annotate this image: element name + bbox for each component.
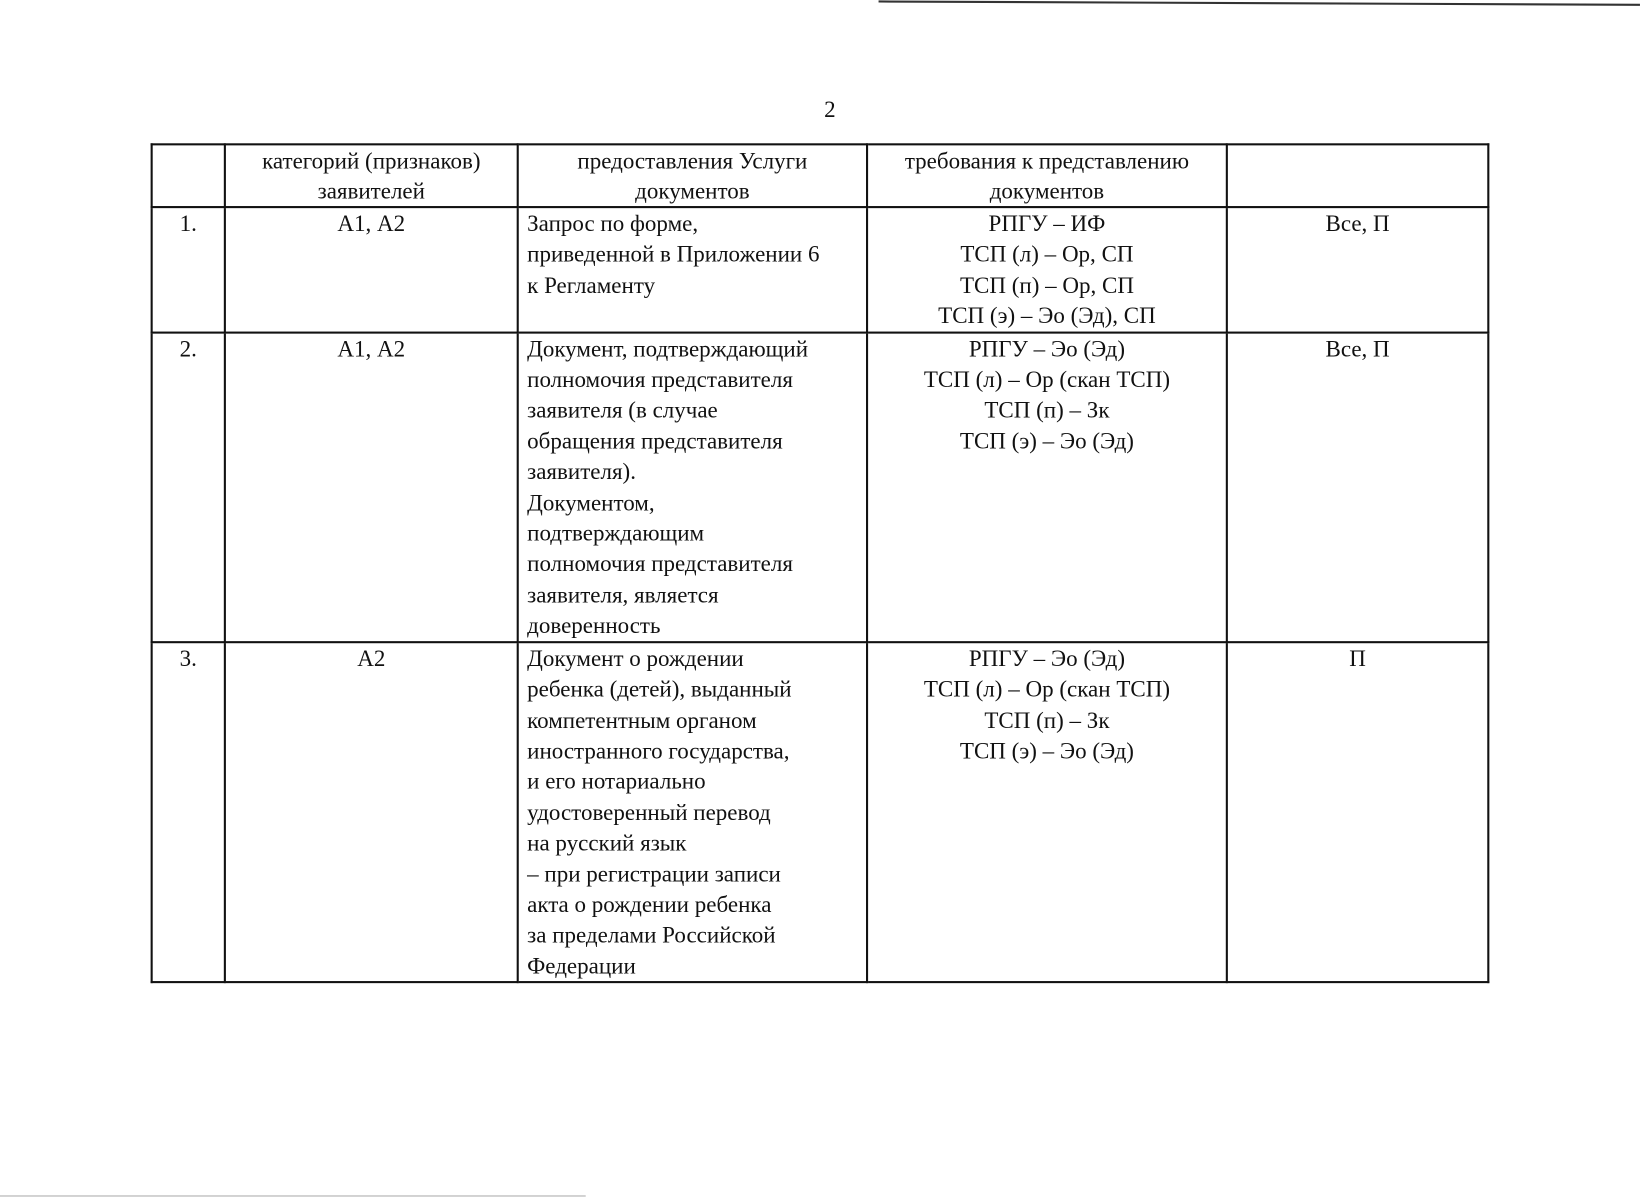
document-name-line: Документ о рождении (527, 644, 744, 672)
document-name-line: иностранного государства, (527, 737, 790, 764)
submission-requirements-line: ТСП (л) – Ор (скан ТСП) (923, 366, 1171, 393)
applicability: Все, П (1227, 207, 1488, 332)
submission-requirements-line: ТСП (э) – Эо (Эд) (959, 427, 1134, 454)
document-name-line: за пределами Российской (527, 921, 776, 948)
submission-requirements-line: ТСП (э) – Эо (Эд) (959, 737, 1134, 764)
document-name (518, 642, 867, 982)
document-name (518, 207, 867, 332)
document-name-line: заявителя, является (527, 581, 719, 608)
document-name-line: заявителя). (527, 458, 636, 485)
document-name-line: компетентным органом (527, 706, 757, 733)
table-row (152, 642, 1489, 982)
document-name-line: и его нотариально (527, 768, 706, 795)
document-name-line: к Регламенту (527, 271, 656, 298)
submission-requirements-line: ТСП (п) – Зк (984, 396, 1110, 424)
submission-requirements (867, 207, 1227, 332)
document-name-line: Документ, подтверждающий (527, 335, 809, 362)
scan-edge-line (0, 1195, 586, 1196)
document-name-line: удостоверенный перевод (527, 798, 771, 825)
document-name-line: ребенка (детей), выданный (527, 675, 792, 702)
applicant-categories: А1, А2 (225, 332, 518, 642)
document-name (518, 332, 867, 642)
table-row (152, 332, 1489, 642)
applicant-categories: А2 (225, 642, 518, 982)
document-name-line: – при регистрации записи (527, 860, 781, 887)
row-number: 2. (152, 332, 225, 642)
applicability: П (1227, 642, 1488, 982)
header-cell: категорий (признаков) заявителей (225, 144, 518, 207)
documents-table (151, 143, 1490, 983)
document-name-line: на русский язык (527, 829, 687, 856)
document-name-line: Документом, (527, 489, 655, 516)
header-cell: требования к представлению документов (867, 144, 1227, 207)
table-header-row (152, 144, 1489, 207)
submission-requirements-line: ТСП (э) – Эо (Эд), СП (938, 302, 1156, 329)
page-number: 2 (824, 96, 836, 123)
table-row (152, 207, 1489, 332)
document-name-line: доверенность (527, 612, 661, 639)
document-name-line: заявителя (в случае (527, 396, 718, 424)
document-name-line: приведенной в Приложении 6 (527, 240, 820, 268)
document-name-line: полномочия представителя (527, 366, 793, 393)
scan-edge-line (879, 0, 1640, 5)
submission-requirements-line: РПГУ – Эо (Эд) (968, 644, 1125, 672)
submission-requirements (867, 642, 1227, 982)
submission-requirements-line: ТСП (п) – Ор, СП (959, 271, 1134, 298)
header-cell (152, 144, 225, 207)
submission-requirements-line: ТСП (л) – Ор, СП (960, 240, 1134, 268)
document-name-line: акта о рождении ребенка (527, 891, 772, 918)
document-name-line: Запрос по форме, (527, 210, 699, 237)
submission-requirements-line: ТСП (л) – Ор (скан ТСП) (923, 675, 1171, 702)
submission-requirements-line: РПГУ – Эо (Эд) (968, 335, 1125, 362)
row-number: 3. (152, 642, 225, 982)
header-cell: предоставления Услуги документов (518, 144, 867, 207)
document-name-line: обращения представителя (527, 427, 783, 454)
applicant-categories: А1, А2 (225, 207, 518, 332)
submission-requirements-line: РПГУ – ИФ (988, 210, 1106, 237)
submission-requirements-line: ТСП (п) – Зк (984, 706, 1110, 733)
document-name-line: подтверждающим (527, 519, 705, 547)
document-name-line: полномочия представителя (527, 550, 793, 577)
submission-requirements (867, 332, 1227, 642)
applicability: Все, П (1227, 332, 1488, 642)
document-name-line: Федерации (527, 952, 636, 979)
row-number: 1. (152, 207, 225, 332)
header-cell (1227, 144, 1488, 207)
